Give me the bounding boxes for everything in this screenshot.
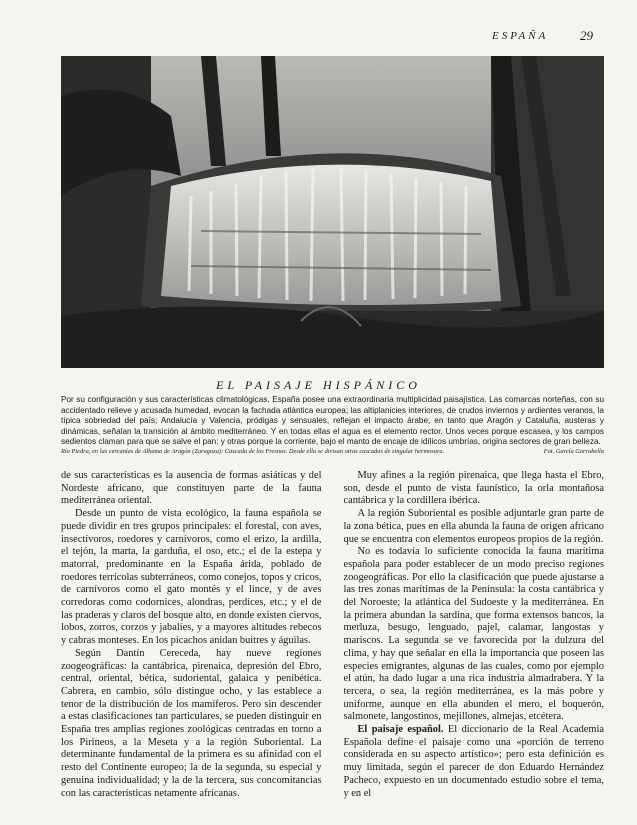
paragraph: Según Dantín Cereceda, hay nueve regiones zoogeográficas: la cantábrica, pirenaica, depresión del Ebro, central, oriental, bética, sudoriental, galaica y penibética. Cabrera, en cambio, sólo distingue ocho, y las establece a tenor de la distribución de los mamíferos. Pero sin descender a estas clasificaciones tan particulares, se pueden distinguir en España tres amplias regiones zoológicas centradas en torno a los Pirineos, a la Meseta y a la región Suboriental. La determinante fundamental de la primera es su afinidad con el resto del Continente europeo; la de la segunda, su especial y genuina individualidad; y la de la tercera, sus concomitancias con las características netamente africanas. (61, 647, 322, 799)
caption-title: EL PAISAJE HISPÁNICO (216, 378, 421, 392)
paragraph: de sus características es la ausencia de formas asiáticas y del Nordeste africano, que constituyen parte de la fauna mediterránea oriental. (61, 470, 322, 507)
subheading: El paisaje español. (357, 724, 444, 736)
paragraph-text: El diccionario de la Real Academia Española define el paisaje como una «porción de terreno considerada en su aspecto artístico»; pero esta definición es muy limitada, según el parecer de don Eduardo Hernández Pacheco, expuesto en un documentado estudio sobre el tema, y en el (343, 724, 604, 799)
photo-credits (61, 448, 604, 455)
waterfall-photo (61, 56, 604, 368)
paragraph: A la región Suboriental es posible adjuntarle gran parte de la zona bética, pues en ella abunda la fauna de origen africano que se encuentra con elementos europeos propios de la región. (343, 508, 604, 545)
running-header (0, 30, 637, 46)
paragraph: Desde un punto de vista ecológico, la fauna española se puede dividir en tres grupos principales: el forestal, con aves, insectívoros, roedores y carnívoros, como el erizo, la ardilla, el tejón, la marta, la garduña, el oso, etc.; el de la estepa y matorral, predominante en la España árida, poblado de roedores terrícolas subterráneos, como conejos, topos y cricos, de carnívoros como el gato montés y el lince, y de aves corredoras como codornices, alondras, perdices, etc.; y el de las praderas y claros del bosque alto, en donde existen ciervos, lobos, zorros, corzos y jabalíes, y a mayores altitudes rebecos y cabras monteses. En los picachos anidan buitres y águilas. (61, 508, 322, 647)
caption-body: Por su configuración y sus características climatológicas, España posee una extraordinaria multiplicidad paisajística. Las comarcas norteñas, con su accidentado relieve y acusada humedad, evocan la fachada atlántica europea; las altiplanicies interiores, de crudos inviernos y ardientes veranos, la típica sobriedad del país; Andalucía y Valencia, pródigas y sensuales, reflejan el impacto árabe; en tanto que Aragón y Cataluña, austeras y dinámicas, señalan la transición al ámbito mediterráneo. Y en todas ellas el agua es el elemento rector. Unos veces porque escasea, y los campos sedientos claman para que se salve el pan; y otras porque la corriente, bajo el manto de encaje de idílicos umbrías, origina sectores de gran belleza. (61, 395, 604, 446)
paragraph: Muy afines a la región pirenaica, que llega hasta el Ebro, son, desde el punto de vista faunístico, la orla montañosa cantábrica y la cordillera ibérica. (343, 470, 604, 507)
photo-location-credit: Río Piedra, en las cercanías de Alhama de Aragón (Zaragoza): Cascada de los Fresnos. Desde ella se divisan otras cascadas de singular hermosura. (61, 448, 445, 455)
left-column (61, 470, 322, 820)
right-column (344, 470, 605, 820)
section-title: ESPAÑA (492, 30, 549, 42)
photographer-credit: Fot. García Garrabella (543, 448, 604, 455)
page-number: 29 (580, 28, 593, 43)
paragraph: No es todavía lo suficiente conocida la fauna marítima española para poder establecer de un modo preciso regiones zoogeográficas. Por ello la clasificación que puede ajustarse a las tres zonas marítimas de la Península: la costa cantábrica y del Noroeste; la atlántica del Sudoeste y la mediterránea. En la primera abundan la sardina, que forma extensos bancos, la merluza, besugo, lenguado, pajel, calamar, langostas y mariscos. La segunda se ve favorecida por la dulzura del clima, y hay que señalar en ella la importancia que poseen las especies emigrantes, algunas de las cuales, como por ejemplo el atún, ha dado lugar a una rica industria almadrabera. Y la tercera, o sea, la región mediterránea, es la más pobre y uniforme, aunque en ella abunden el mero, el boquerón, salmonete, langostinos, mejillones, almejas, etcétera. (343, 546, 604, 723)
paragraph (344, 724, 605, 800)
article-body (61, 470, 604, 820)
